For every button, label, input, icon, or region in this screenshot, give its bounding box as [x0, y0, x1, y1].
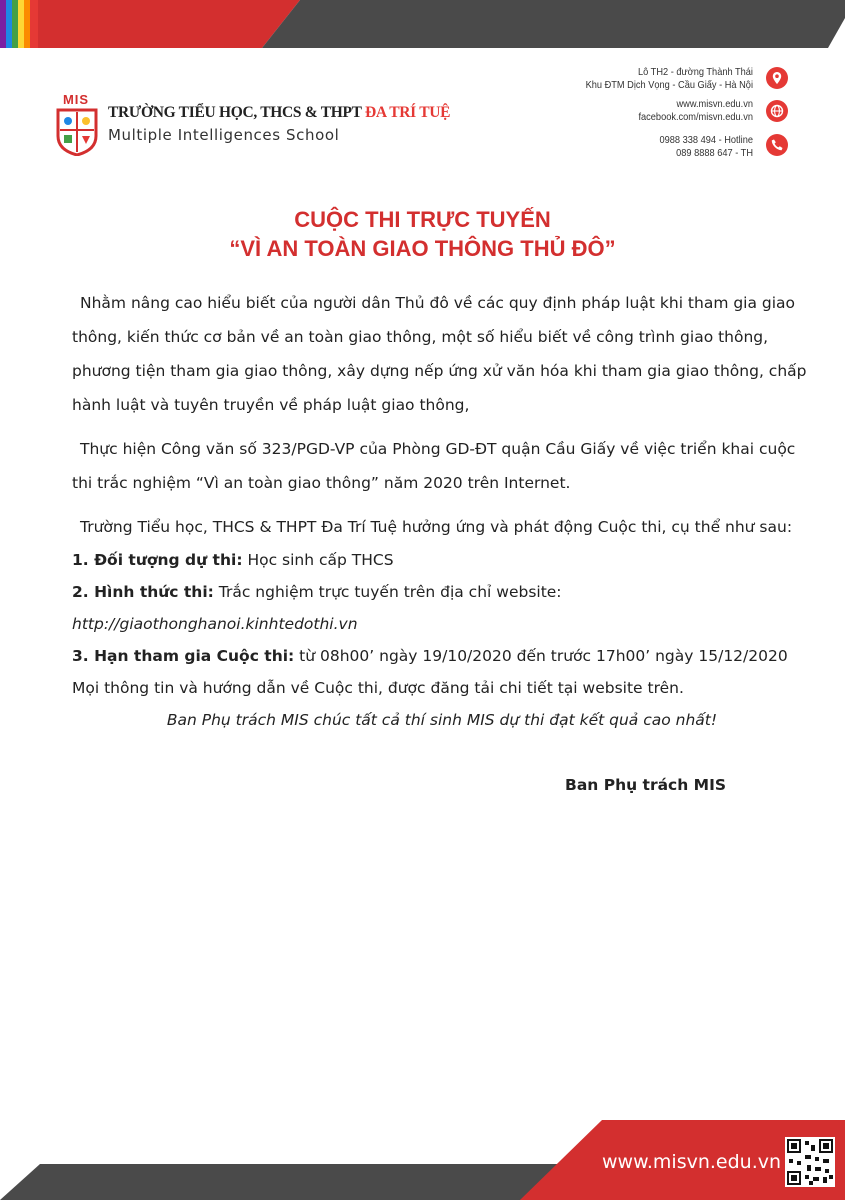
list-item-participants — [72, 544, 812, 576]
qr-code-icon — [785, 1137, 835, 1187]
contact-address — [524, 66, 753, 92]
list-item-label: 1. Đối tượng dự thi: — [72, 551, 243, 569]
contest-url-link[interactable]: http://giaothonghanoi.kinhtedothi.vn — [72, 615, 358, 633]
school-name-accent: ĐA TRÍ TUỆ — [365, 104, 451, 121]
list-item-value: từ 08h00’ ngày 19/10/2020 đến trước 17h00’ ngày 15/12/2020 — [294, 647, 788, 665]
school-name-english: Multiple Intelligences School — [108, 126, 340, 144]
contact-web — [524, 98, 753, 124]
paragraph-announcement: Trường Tiểu học, THCS & THPT Đa Trí Tuệ hưởng ứng và phát động Cuộc thi, cụ thể như sau: — [80, 518, 793, 536]
facebook-link[interactable]: facebook.com/misvn.edu.vn — [638, 111, 753, 123]
phone-icon — [766, 134, 788, 156]
top-banner — [0, 0, 845, 48]
list-item-deadline — [72, 640, 812, 672]
address-line-1: Lô TH2 - đường Thành Thái — [638, 66, 753, 78]
list-item-value: Trắc nghiệm trực tuyến trên địa chỉ website: — [213, 583, 562, 601]
closing-wish: Ban Phụ trách MIS chúc tất cả thí sinh MIS dự thi đạt kết quả cao nhất! — [166, 711, 718, 729]
globe-icon — [766, 100, 788, 122]
school-name-vietnamese — [108, 104, 450, 122]
document-title-line-1: CUỘC THI TRỰC TUYẾN — [294, 207, 551, 232]
paragraph-reference: Thực hiện Công văn số 323/PGD-VP của Phòng GD-ĐT quận Cầu Giấy về việc triển khai cuộc thi trắc nghiệm “Vì an toàn giao thông” năm 2020 trên Internet. — [72, 440, 796, 492]
signature: Ban Phụ trách MIS — [565, 776, 727, 794]
school-crest-icon — [56, 108, 98, 156]
list-item-label: 2. Hình thức thi: — [72, 583, 214, 601]
location-pin-icon — [766, 67, 788, 89]
school-logo-block — [52, 90, 451, 156]
website-link[interactable]: www.misvn.edu.vn — [676, 98, 753, 110]
document-body — [72, 286, 812, 736]
school-name-prefix: TRƯỜNG TIỂU HỌC, THCS & THPT — [108, 104, 366, 121]
list-item-value: Học sinh cấp THCS — [242, 551, 394, 569]
info-line: Mọi thông tin và hướng dẫn về Cuộc thi, được đăng tải chi tiết tại website trên. — [72, 679, 684, 697]
list-item-label: 3. Hạn tham gia Cuộc thi: — [72, 647, 295, 665]
footer-website[interactable]: www.misvn.edu.vn — [602, 1151, 782, 1173]
address-line-2: Khu ĐTM Dịch Vọng - Cầu Giấy - Hà Nội — [585, 79, 753, 91]
list-item-format — [72, 576, 812, 608]
contact-phones — [524, 134, 753, 160]
document-title-line-2: “VÌ AN TOÀN GIAO THÔNG THỦ ĐÔ” — [229, 236, 616, 261]
phone-th[interactable]: 089 8888 647 - TH — [676, 147, 753, 159]
phone-hotline[interactable]: 0988 338 494 - Hotline — [659, 134, 753, 146]
paragraph-intro: Nhằm nâng cao hiểu biết của người dân Thủ đô về các quy định pháp luật khi tham gia giao thông, kiến thức cơ bản về an toàn giao thông, một số hiểu biết về công trình giao thông, phương tiện tham gia giao thông, xây dựng nếp ứng xử văn hóa khi tham gia giao thông, chấp hành luật và tuyên truyền về pháp luật giao thông, — [72, 294, 807, 414]
logo-wordmark: MIS — [62, 92, 90, 107]
